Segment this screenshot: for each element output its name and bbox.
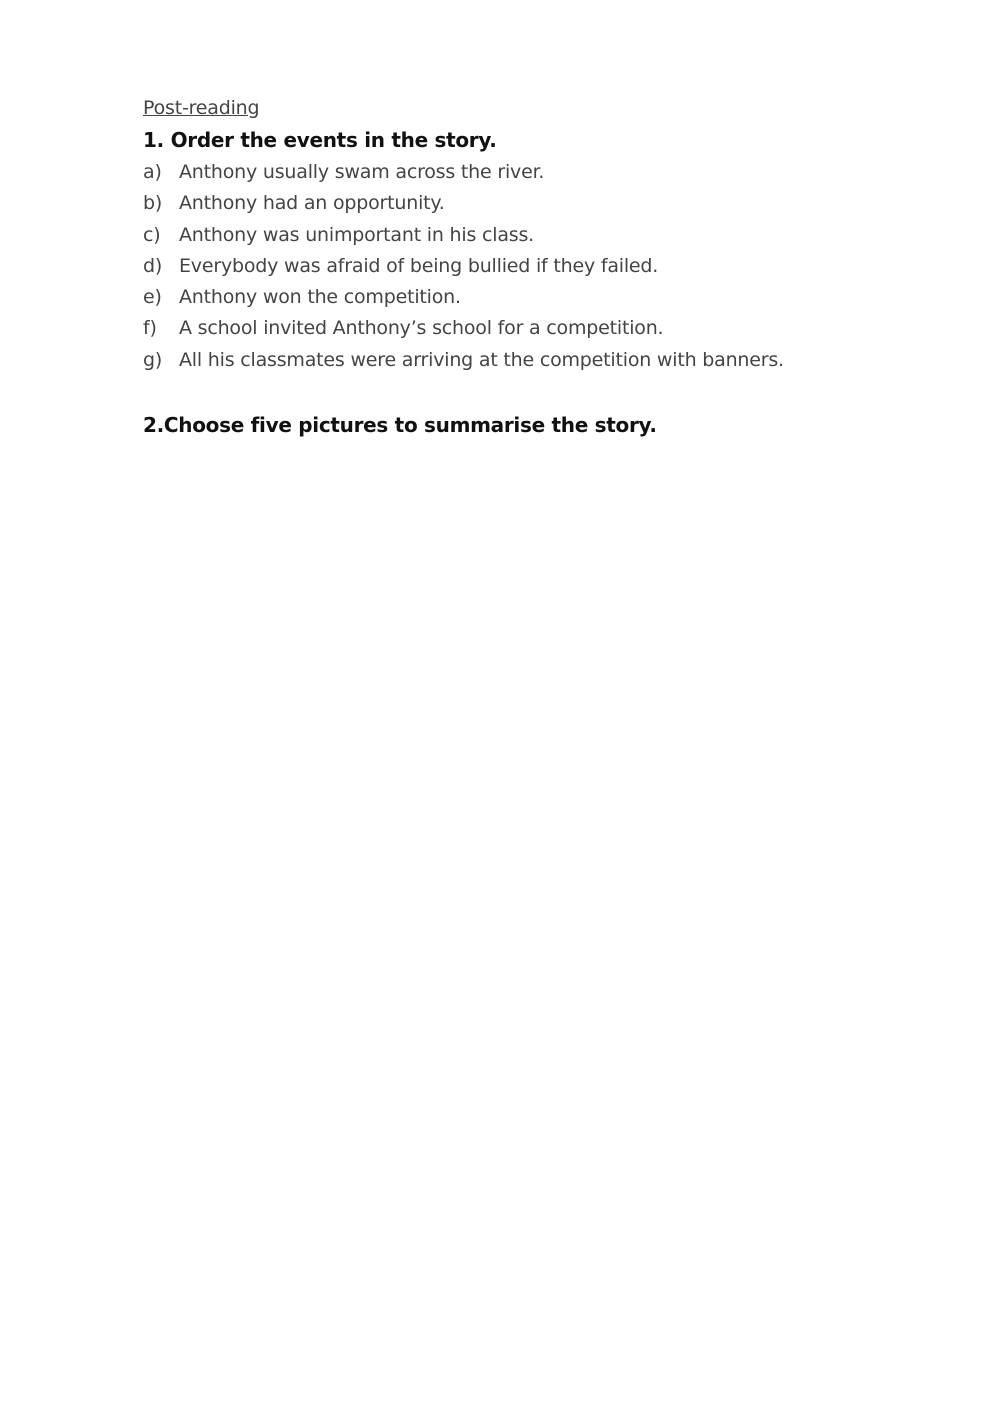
event-item-b	[143, 188, 903, 219]
event-item-f	[143, 313, 903, 344]
event-text: All his classmates were arriving at the competition with banners.	[179, 348, 784, 371]
event-text: Anthony was unimportant in his class.	[179, 223, 535, 246]
event-letter: d)	[143, 254, 163, 277]
event-item-d	[143, 251, 903, 282]
task-1-title: 1. Order the events in the story.	[143, 128, 497, 152]
event-letter: e)	[143, 286, 162, 309]
event-letter: c)	[143, 223, 161, 246]
task-2-title: 2.Choose five pictures to summarise the story.	[143, 413, 657, 438]
event-letter: g)	[143, 348, 163, 371]
event-item-g	[143, 345, 903, 376]
event-text: Anthony had an opportunity.	[179, 192, 445, 215]
event-letter: a)	[143, 161, 162, 183]
event-item-c	[143, 220, 903, 251]
event-item-e	[143, 282, 903, 313]
event-letter: b)	[143, 192, 163, 215]
worksheet-content	[143, 94, 903, 440]
event-text: Anthony usually swam across the river.	[179, 161, 545, 183]
event-letter: f)	[143, 317, 157, 340]
event-item-a	[143, 157, 903, 188]
event-text: Everybody was afraid of being bullied if they failed.	[179, 254, 659, 277]
event-list	[143, 157, 903, 376]
event-text: Anthony won the competition.	[179, 286, 461, 309]
event-text: A school invited Anthony’s school for a competition.	[179, 317, 664, 340]
section-label: Post-reading	[143, 97, 260, 119]
